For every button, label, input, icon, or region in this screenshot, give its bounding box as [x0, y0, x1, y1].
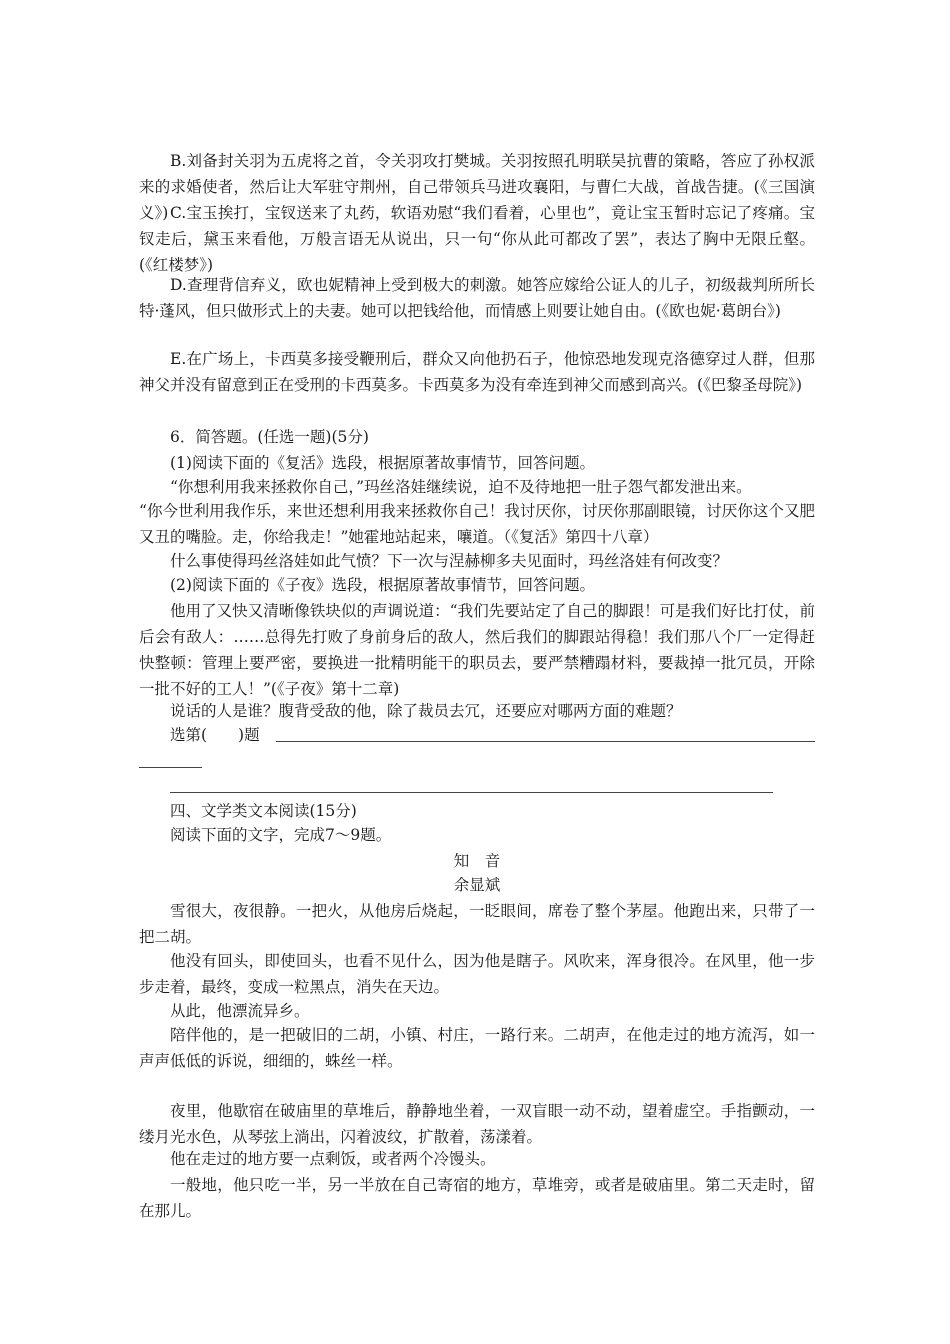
- question-6-part1-quote-a: “你想利用我来拯救你自己，”玛丝洛娃继续说，迫不及待地把一肚子怨气都发泄出来。: [170, 478, 752, 496]
- answer-line-2[interactable]: [139, 767, 202, 768]
- question-6-part2-question: 说话的人是谁？腹背受敌的他，除了裁员去冗，还要应对哪两方面的难题？: [170, 702, 682, 720]
- story-author: 余显斌: [453, 876, 501, 894]
- answer-line-1[interactable]: [276, 741, 815, 742]
- answer-line-3[interactable]: [170, 792, 773, 793]
- section-4-instruction: 阅读下面的文字，完成7～9题。: [170, 826, 392, 844]
- question-6-part1-intro: (1)阅读下面的《复活》选段，根据原著故事情节，回答问题。: [170, 454, 595, 472]
- question-6-part2-intro: (2)阅读下面的《子夜》选段，根据原著故事情节，回答问题。: [170, 576, 595, 594]
- option-c: C.宝玉挨打，宝钗送来了丸药，软语劝慰“我们看着，心里也”，竟让宝玉暂时忘记了疼痛。宝钗走后，黛玉来看他，万般言语无从说出，只一句“你从此可都改了罢”，表达了胸中无限丘壑。(《红楼梦》): [139, 204, 815, 274]
- answer-row: [139, 722, 815, 748]
- story-paragraph: 从此，他漂流异乡。: [170, 1002, 310, 1020]
- question-6-heading: 6．简答题。(任选一题)(5分): [170, 428, 369, 446]
- option-b: B.刘备封关羽为五虎将之首，令关羽攻打樊城。关羽按照孔明联吴抗曹的策略，答应了孙权派来的求婚使者，然后让大军驻守荆州，自己带领兵马进攻襄阳，与曹仁大战，首战告捷。(《三国演义》): [139, 152, 815, 222]
- story-paragraph: 他在走过的地方要一点剩饭，或者两个冷馒头。: [170, 1150, 496, 1168]
- section-4-heading: 四、文学类文本阅读(15分): [170, 802, 357, 820]
- question-6-part1-quote-b: “你今世利用我作乐，来世还想利用我来拯救你自己！我讨厌你，讨厌你那副眼镜，讨厌你这个又肥又丑的嘴脸。走，你给我走！”她霍地站起来，嚷道。（《复活》第四十八章）: [139, 502, 815, 546]
- story-paragraph: 夜里，他歇宿在破庙里的草堆后，静静地坐着，一双盲眼一动不动，望着虚空。手指颤动，一缕月光水色，从琴弦上淌出，闪着波纹，扩散着，荡漾着。: [139, 1102, 815, 1146]
- story-paragraph: 陪伴他的，是一把破旧的二胡，小镇、村庄，一路行来。二胡声，在他走过的地方流泻，如一声声低低的诉说，细细的，蛛丝一样。: [139, 1026, 815, 1070]
- answer-label: 选第( )题: [170, 726, 260, 744]
- story-title: 知 音: [453, 852, 501, 870]
- option-e: E.在广场上，卡西莫多接受鞭刑后，群众又向他扔石子，他惊恐地发现克洛德穿过人群，但那神父并没有留意到正在受刑的卡西莫多。卡西莫多为没有牵连到神父而感到高兴。(《巴黎圣母院》): [139, 350, 815, 394]
- story-paragraph: 他没有回头，即使回头，也看不见什么，因为他是瞎子。风吹来，浑身很冷。在风里，他一步步走着，最终，变成一粒黑点，消失在天边。: [139, 952, 815, 996]
- story-paragraph: 雪很大，夜很静。一把火，从他房后烧起，一眨眼间，席卷了整个茅屋。他跑出来，只带了一把二胡。: [139, 902, 815, 946]
- question-6-part1-question: 什么事使得玛丝洛娃如此气愤？下一次与涅赫柳多夫见面时，玛丝洛娃有何改变？: [170, 552, 729, 570]
- story-paragraph: 一般地，他只吃一半，另一半放在自己寄宿的地方，草堆旁，或者是破庙里。第二天走时，留在那儿。: [139, 1176, 815, 1220]
- question-6-part2-quote: 他用了又快又清晰像铁块似的声调说道：“我们先要站定了自己的脚跟！可是我们好比打仗，前后会有敌人：……总得先打败了身前身后的敌人，然后我们的脚跟站得稳！我们那八个厂一定得赶快整顿：管理上要严密，要换进一批精明能干的职员去，要严禁糟蹋材料，要裁掉一批冗员，开除一批不好的工人！”(《子夜》第十二章): [139, 602, 815, 698]
- option-d: D.查理背信弃义，欧也妮精神上受到极大的刺激。她答应嫁给公证人的儿子，初级裁判所所长特·蓬风，但只做形式上的夫妻。她可以把钱给他，而情感上则要让她自由。(《欧也妮·葛朗台》): [139, 276, 815, 320]
